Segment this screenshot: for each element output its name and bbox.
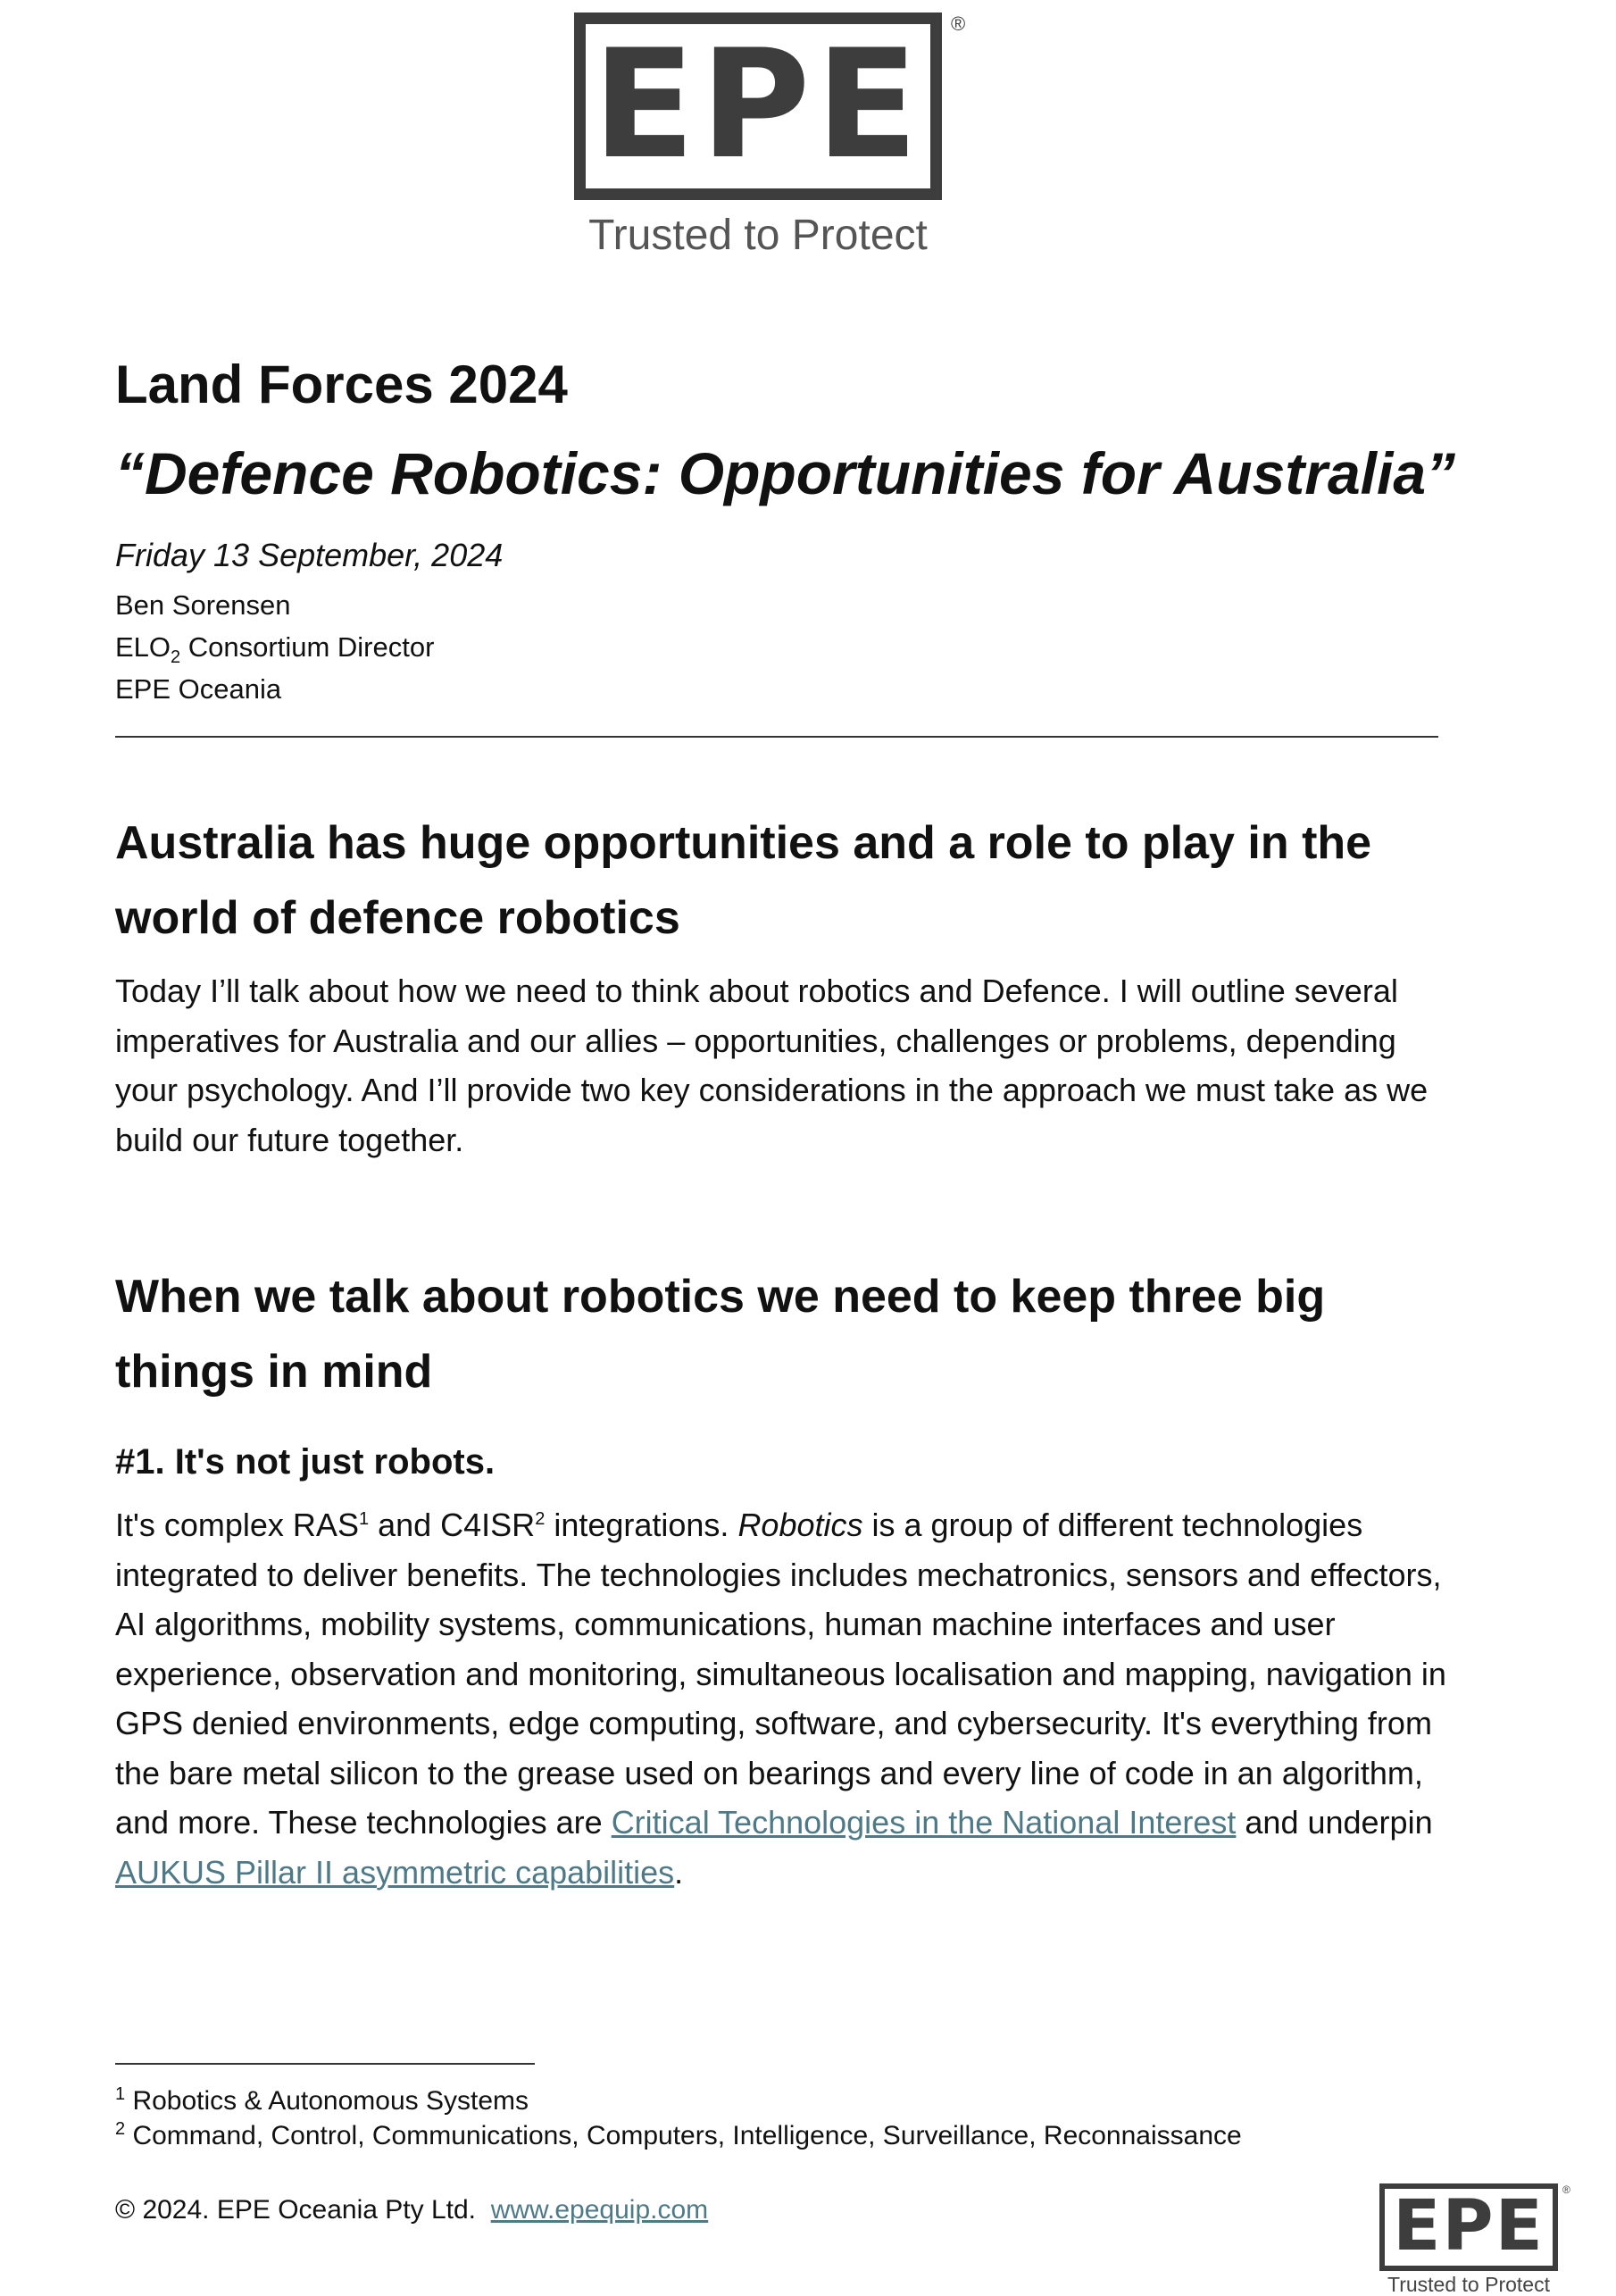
author-role: $ELO_2$ Consortium Director: [115, 631, 435, 668]
registered-mark: ®: [951, 13, 966, 35]
footnote-divider: [115, 2063, 535, 2065]
aukus-pillar-link[interactable]: AUKUS Pillar II asymmetric capabilities: [115, 1853, 675, 1891]
logo-letters-small: EPE: [1393, 2186, 1545, 2267]
logo-tagline-small: Trusted to Protect: [1387, 2273, 1550, 2296]
talk-date: Friday 13 September, 2024: [115, 537, 504, 573]
epe-logo: [574, 13, 966, 261]
event-title: Land Forces 2024: [115, 355, 568, 414]
epe-logo-small: [1379, 2183, 1576, 2296]
copyright-text: © 2024. EPE Oceania Pty Ltd.: [115, 2195, 477, 2225]
logo-tagline: Trusted to Protect: [588, 212, 928, 259]
header-divider: [115, 736, 1438, 738]
registered-mark-small: ®: [1562, 2183, 1570, 2196]
intro-paragraph: Today I’ll talk about how we need to think about robotics and Defence. I will outline several imperatives for Australia and our allies – opportunities, challenges or problems, depending your psychology. And I’ll provide two key considerations in the approach we must take as we build our future together.: [115, 973, 1429, 1158]
website-link[interactable]: www.epequip.com: [490, 2195, 709, 2225]
subheading-not-just-robots: #1. It's not just robots.: [115, 1442, 496, 1482]
copyright-footer: [115, 2192, 708, 2228]
critical-technologies-link[interactable]: Critical Technologies in the National Interest: [611, 1804, 1237, 1841]
author-name: Ben Sorensen: [115, 589, 291, 621]
author-organisation: EPE Oceania: [115, 673, 282, 705]
footnote-1: $^1$ Robotics & Autonomous Systems: [115, 2084, 529, 2116]
robotics-paragraph: It's complex RAS$^1$ and C4ISR$^2$ integrations. Robotics is a group of different technologies integrated to deliver benefits. The technologies includes mechatronics, sensors and effectors, AI algorithms, mobility systems, communications, human machine interfaces and user experience, observation and monitoring, simultaneous localisation and mapping, navigation in GPS denied environments, edge computing, software, and cybersecurity. It's everything from the bare metal silicon to the grease used on bearings and every line of code in an algorithm, and more. These technologies are Critical Technologies in the National Interest and underpin AUKUS Pillar II asymmetric capabilities.: [115, 1507, 1446, 1891]
section-heading-opportunities: Australia has huge opportunities and a role to play in the world of defence robotics: [115, 817, 1372, 944]
footnote-2: $^2$ Command, Control, Communications, Computers, Intelligence, Surveillance, Reconnaissance: [115, 2119, 1242, 2150]
section-heading-three-things: When we talk about robotics we need to keep three big things in mind: [115, 1271, 1326, 1398]
logo-letters: EPE: [592, 17, 924, 192]
talk-title: “Defence Robotics: Opportunities for Australia”: [115, 440, 1456, 506]
